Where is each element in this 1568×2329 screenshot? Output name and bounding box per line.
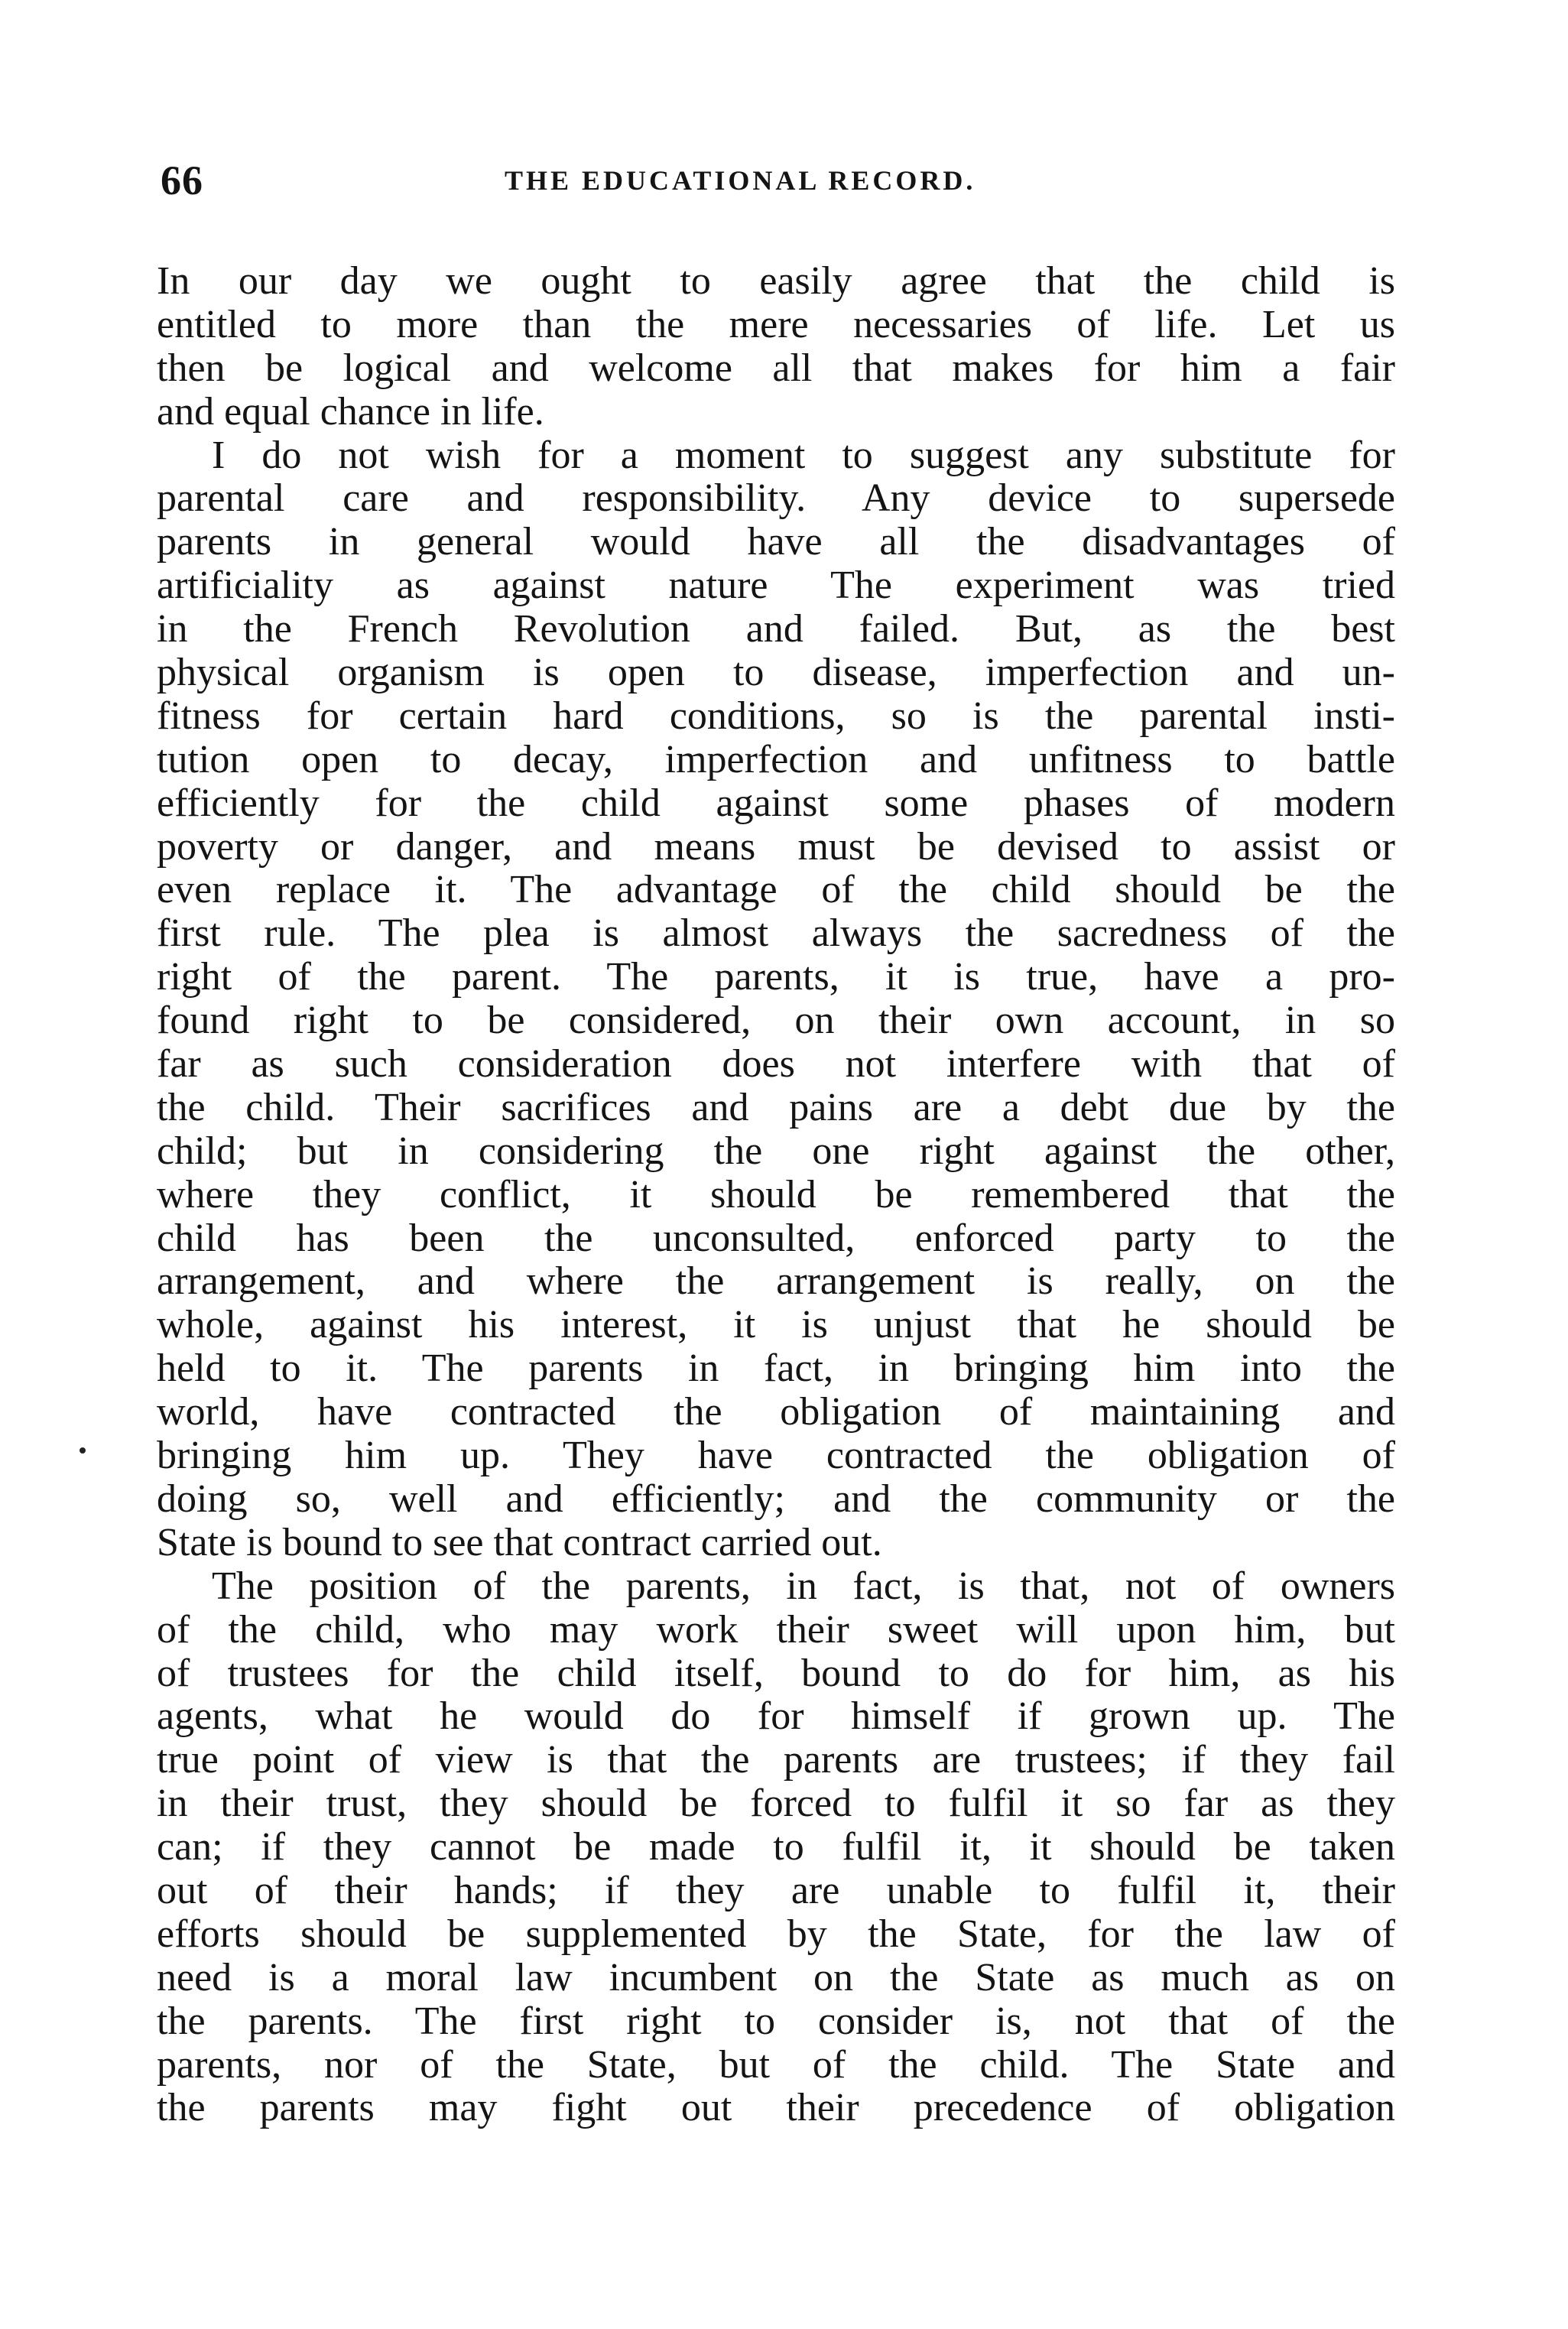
text-line: poverty or danger, and means must be devised to assist or xyxy=(157,824,1395,869)
text-line: State is bound to see that contract carried out. xyxy=(157,1520,882,1564)
text-line: out of their hands; if they are unable to fulfil it, their xyxy=(157,1868,1395,1912)
text-line: in their trust, they should be forced to fulfil it so far as they xyxy=(157,1782,1395,1826)
text-line: first rule. The plea is almost always the sacredness of the xyxy=(157,911,1395,956)
text-line: bringing him up. They have contracted the obligation of xyxy=(157,1434,1395,1478)
text-line: child; but in considering the one right against the other, xyxy=(157,1129,1395,1173)
text-line: far as such consideration does not interfere with that of xyxy=(157,1042,1395,1087)
text-line: child has been the unconsulted, enforced party to the xyxy=(157,1216,1395,1260)
text-line: and equal chance in life. xyxy=(157,389,544,434)
text-line: held to it. The parents in fact, in bringing him into the xyxy=(157,1346,1395,1391)
text-line: parents in general would have all the disadvantages of xyxy=(157,520,1395,564)
text-line: In our day we ought to easily agree that the child is xyxy=(157,259,1395,303)
text-line: agents, what he would do for himself if grown up. The xyxy=(157,1694,1395,1739)
text-line: where they conflict, it should be remembered that the xyxy=(157,1172,1395,1216)
running-head: THE EDUCATIONAL RECORD. xyxy=(505,165,976,196)
text-line: efficiently for the child against some phases of modern xyxy=(157,781,1395,825)
ink-speck xyxy=(80,1447,86,1454)
text-line: right of the parent. The parents, it is true, have a pro- xyxy=(157,955,1395,999)
page-number: 66 xyxy=(161,158,203,203)
text-line: of trustees for the child itself, bound to do for him, as his xyxy=(157,1651,1395,1695)
text-line: I do not wish for a moment to suggest any substitute for xyxy=(212,433,1395,477)
text-line: the parents may fight out their precedence of obligation xyxy=(157,2086,1395,2130)
text-line: fitness for certain hard conditions, so is the parental insti- xyxy=(157,694,1395,738)
text-line: whole, against his interest, it is unjust that he should be xyxy=(157,1303,1395,1347)
page-header xyxy=(161,157,1384,210)
text-line: world, have contracted the obligation of maintaining and xyxy=(157,1390,1395,1434)
text-line: of the child, who may work their sweet will upon him, but xyxy=(157,1607,1395,1652)
text-line: even replace it. The advantage of the child should be the xyxy=(157,868,1395,912)
text-line: true point of view is that the parents are trustees; if they fail xyxy=(157,1738,1395,1782)
text-line: parents, nor of the State, but of the child. The State and xyxy=(157,2042,1395,2087)
text-line: the child. Their sacrifices and pains are a debt due by the xyxy=(157,1085,1395,1129)
text-line: arrangement, and where the arrangement is really, on the xyxy=(157,1259,1395,1304)
text-line: doing so, well and efficiently; and the community or the xyxy=(157,1476,1395,1521)
body-text xyxy=(157,260,1395,2130)
text-line: tution open to decay, imperfection and unfitness to battle xyxy=(157,737,1395,781)
text-line: The position of the parents, in fact, is that, not of owners xyxy=(212,1564,1395,1608)
text-line: physical organism is open to disease, imperfection and un- xyxy=(157,651,1395,695)
text-line: entitled to more than the mere necessaries of life. Let us xyxy=(157,302,1395,346)
text-line: can; if they cannot be made to fulfil it, it should be taken xyxy=(157,1825,1395,1869)
text-line: parental care and responsibility. Any device to supersede xyxy=(157,476,1395,521)
text-line: need is a moral law incumbent on the State as much as on xyxy=(157,1955,1395,1999)
text-line: efforts should be supplemented by the State, for the law of xyxy=(157,1912,1395,1956)
text-line: found right to be considered, on their own account, in so xyxy=(157,999,1395,1043)
text-line: in the French Revolution and failed. But, as the best xyxy=(157,607,1395,651)
text-line: artificiality as against nature The experiment was tried xyxy=(157,564,1395,608)
text-line: then be logical and welcome all that makes for him a fair xyxy=(157,346,1395,390)
text-line: the parents. The first right to consider is, not that of the xyxy=(157,1999,1395,2043)
